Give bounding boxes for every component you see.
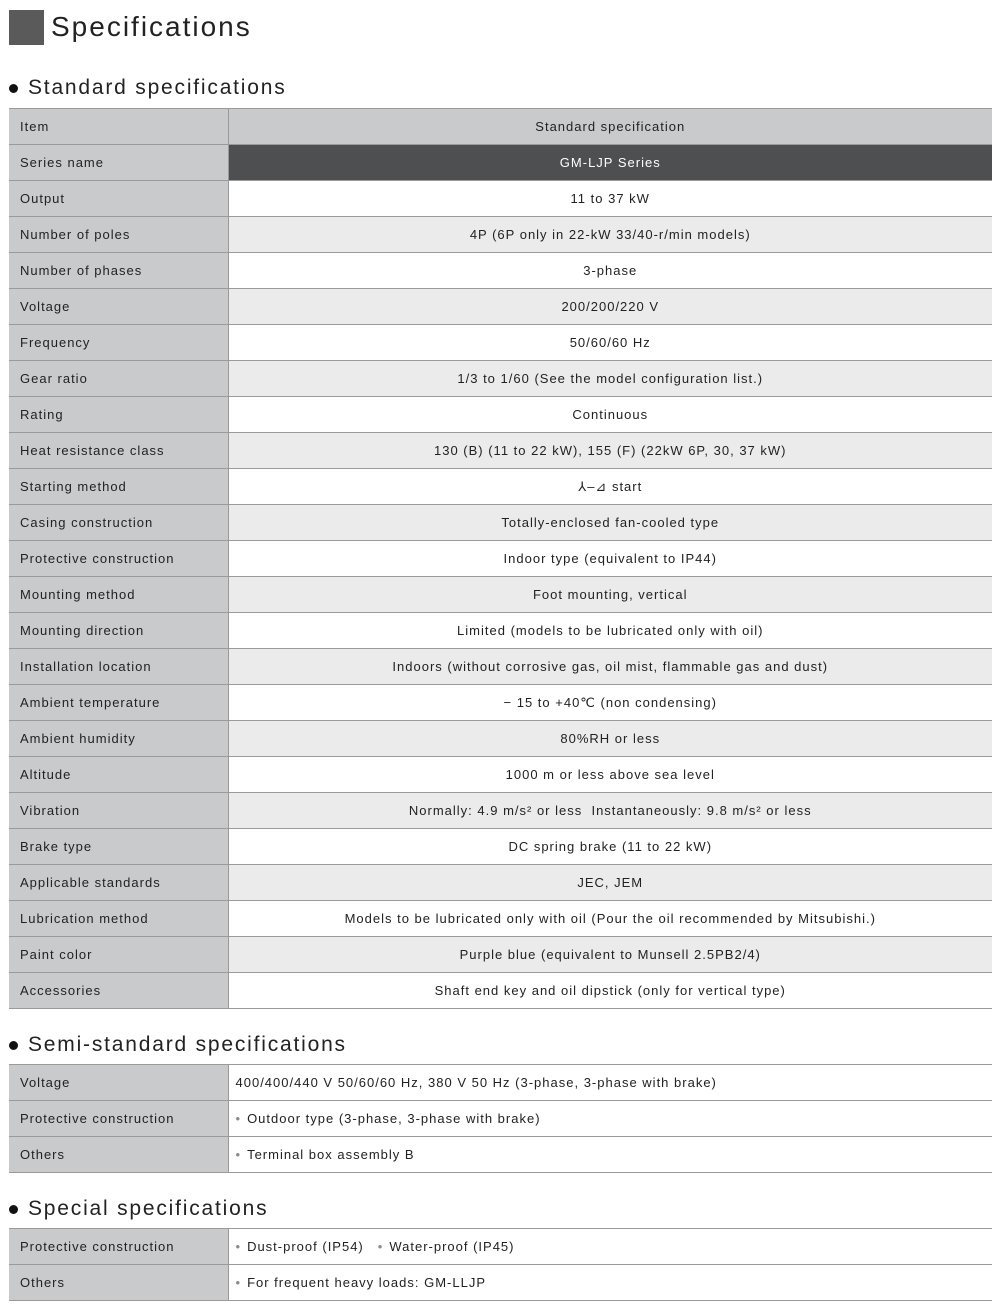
row-value: 1000 m or less above sea level <box>228 757 992 793</box>
row-label: Accessories <box>9 973 228 1009</box>
row-value: 4P (6P only in 22-kW 33/40-r/min models) <box>228 217 992 253</box>
row-value-cell <box>228 1265 992 1301</box>
row-value: 50/60/60 Hz <box>228 325 992 361</box>
row-value: Shaft end key and oil dipstick (only for vertical type) <box>228 973 992 1009</box>
table-row <box>9 973 992 1009</box>
row-label: Number of poles <box>9 217 228 253</box>
row-value: Dust-proof (IP54) <box>247 1239 364 1254</box>
semi-section-title: Semi-standard specifications <box>28 1033 347 1056</box>
table-row <box>9 361 992 397</box>
row-value: Purple blue (equivalent to Munsell 2.5PB2/4) <box>228 937 992 973</box>
table-row <box>9 937 992 973</box>
table-row <box>9 721 992 757</box>
row-label: Gear ratio <box>9 361 228 397</box>
row-label: Frequency <box>9 325 228 361</box>
row-label: Output <box>9 181 228 217</box>
standard-spec-table <box>9 108 992 1009</box>
table-row <box>9 505 992 541</box>
list-bullet: • <box>377 1239 384 1254</box>
table-row <box>9 325 992 361</box>
row-label: Installation location <box>9 649 228 685</box>
row-label: Series name <box>9 145 228 181</box>
row-value: GM-LJP Series <box>228 145 992 181</box>
list-bullet: • <box>235 1239 242 1254</box>
table-header-row <box>9 109 992 145</box>
row-label: Ambient humidity <box>9 721 228 757</box>
table-row <box>9 253 992 289</box>
row-value: 130 (B) (11 to 22 kW), 155 (F) (22kW 6P, 30, 37 kW) <box>228 433 992 469</box>
header-item: Item <box>9 109 228 145</box>
row-label: Ambient temperature <box>9 685 228 721</box>
special-section-title: Special specifications <box>28 1197 269 1220</box>
row-label: Number of phases <box>9 253 228 289</box>
table-row <box>9 685 992 721</box>
row-value-cell <box>228 1229 992 1265</box>
table-row <box>9 1265 992 1301</box>
list-bullet: • <box>235 1111 242 1126</box>
table-row <box>9 397 992 433</box>
table-row <box>9 1229 992 1265</box>
row-label: Altitude <box>9 757 228 793</box>
table-row <box>9 577 992 613</box>
row-label: Starting method <box>9 469 228 505</box>
row-label: Voltage <box>9 1065 228 1101</box>
list-bullet: • <box>235 1275 242 1290</box>
row-value-cell <box>228 1101 992 1137</box>
table-row <box>9 901 992 937</box>
row-label: Heat resistance class <box>9 433 228 469</box>
row-value: JEC, JEM <box>228 865 992 901</box>
row-value: ⅄–⊿ start <box>228 469 992 505</box>
table-row <box>9 181 992 217</box>
row-label: Casing construction <box>9 505 228 541</box>
row-value: Totally-enclosed fan-cooled type <box>228 505 992 541</box>
row-value-cell <box>228 1137 992 1173</box>
row-value: 11 to 37 kW <box>228 181 992 217</box>
row-value: Indoors (without corrosive gas, oil mist, flammable gas and dust) <box>228 649 992 685</box>
list-bullet: • <box>235 1147 242 1162</box>
row-value: 200/200/220 V <box>228 289 992 325</box>
row-value: Continuous <box>228 397 992 433</box>
row-label: Others <box>9 1137 228 1173</box>
row-label: Protective construction <box>9 1229 228 1265</box>
standard-section-title: Standard specifications <box>28 76 287 99</box>
row-value: − 15 to +40℃ (non condensing) <box>228 685 992 721</box>
row-label: Applicable standards <box>9 865 228 901</box>
row-value: Outdoor type (3-phase, 3-phase with brake) <box>247 1111 541 1126</box>
row-label: Brake type <box>9 829 228 865</box>
row-label: Lubrication method <box>9 901 228 937</box>
row-value: 400/400/440 V 50/60/60 Hz, 380 V 50 Hz (3-phase, 3-phase with brake) <box>228 1065 992 1101</box>
table-row <box>9 613 992 649</box>
page-header <box>9 9 252 45</box>
row-value: Foot mounting, vertical <box>228 577 992 613</box>
table-row <box>9 865 992 901</box>
bullet-icon <box>9 84 18 93</box>
standard-section-heading <box>9 76 287 100</box>
semi-spec-table <box>9 1064 992 1173</box>
row-value: Normally: 4.9 m/s² or less Instantaneously: 9.8 m/s² or less <box>228 793 992 829</box>
table-row <box>9 289 992 325</box>
table-row <box>9 145 992 181</box>
row-label: Others <box>9 1265 228 1301</box>
row-label: Rating <box>9 397 228 433</box>
title-block-marker <box>9 10 44 45</box>
bullet-icon <box>9 1205 18 1214</box>
row-value: 80%RH or less <box>228 721 992 757</box>
row-label: Mounting direction <box>9 613 228 649</box>
row-label: Vibration <box>9 793 228 829</box>
row-value-2: Water-proof (IP45) <box>389 1239 515 1254</box>
row-value: Terminal box assembly B <box>247 1147 415 1162</box>
table-row <box>9 1137 992 1173</box>
row-label: Paint color <box>9 937 228 973</box>
table-row <box>9 541 992 577</box>
row-value: Indoor type (equivalent to IP44) <box>228 541 992 577</box>
row-label: Voltage <box>9 289 228 325</box>
special-section-heading <box>9 1197 268 1221</box>
table-row <box>9 1065 992 1101</box>
special-spec-table <box>9 1228 992 1301</box>
header-spec: Standard specification <box>228 109 992 145</box>
row-value: 1/3 to 1/60 (See the model configuration list.) <box>228 361 992 397</box>
row-label: Mounting method <box>9 577 228 613</box>
table-row <box>9 1101 992 1137</box>
table-row <box>9 757 992 793</box>
table-row <box>9 793 992 829</box>
row-value: Models to be lubricated only with oil (Pour the oil recommended by Mitsubishi.) <box>228 901 992 937</box>
row-value: Limited (models to be lubricated only with oil) <box>228 613 992 649</box>
row-value: For frequent heavy loads: GM-LLJP <box>247 1275 486 1290</box>
bullet-icon <box>9 1041 18 1050</box>
row-value: 3-phase <box>228 253 992 289</box>
row-label: Protective construction <box>9 541 228 577</box>
table-row <box>9 433 992 469</box>
table-row <box>9 217 992 253</box>
table-row <box>9 469 992 505</box>
row-value: DC spring brake (11 to 22 kW) <box>228 829 992 865</box>
table-row <box>9 649 992 685</box>
semi-section-heading <box>9 1033 347 1057</box>
page-title: Specifications <box>51 11 252 42</box>
table-row <box>9 829 992 865</box>
row-label: Protective construction <box>9 1101 228 1137</box>
